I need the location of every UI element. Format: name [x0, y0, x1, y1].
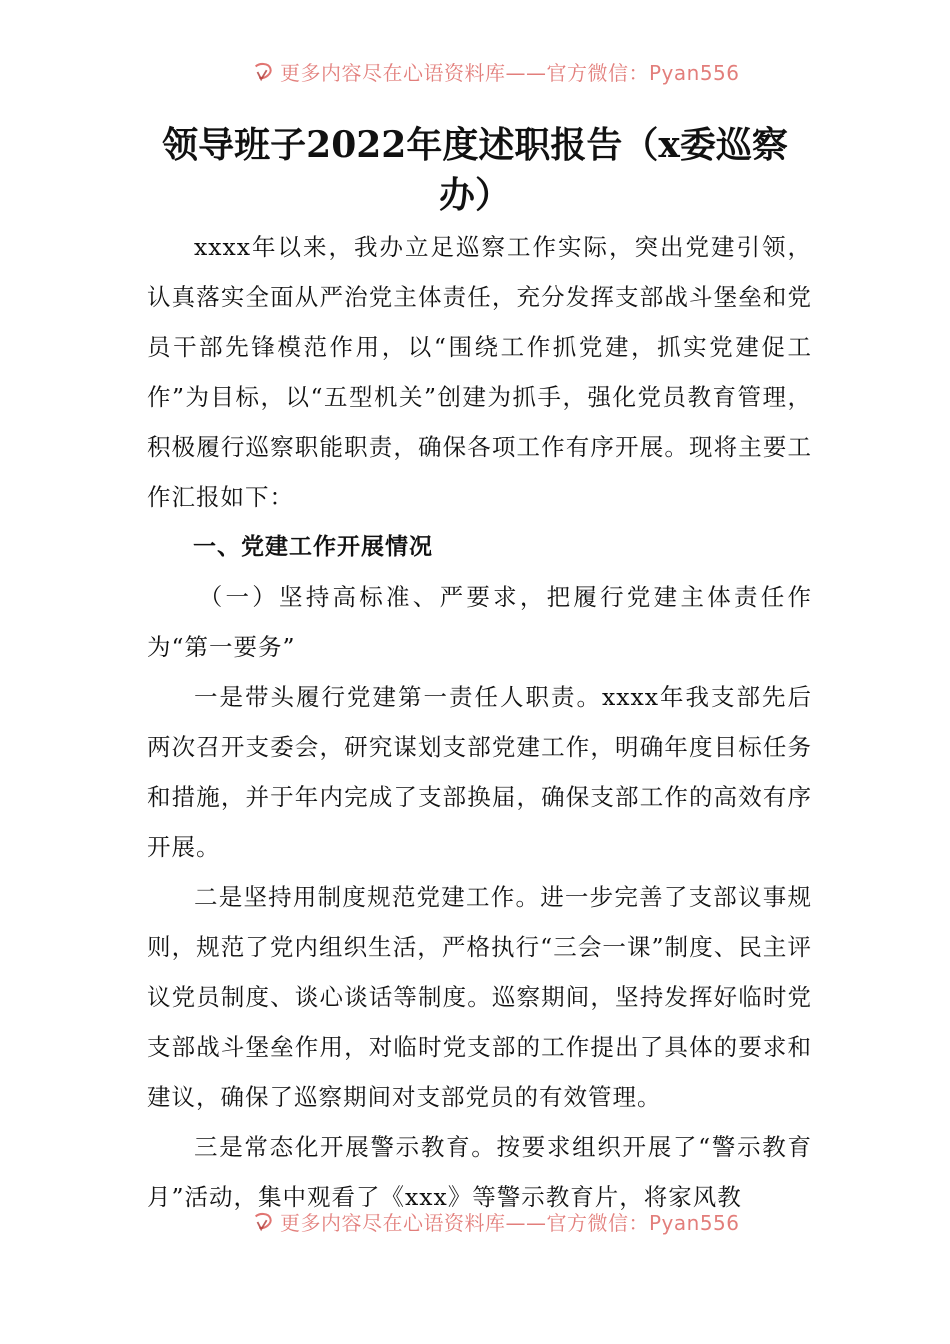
watermark-text: 更多内容尽在心语资料库——官方微信：Pyan556: [280, 61, 740, 85]
document-body: [147, 222, 812, 1222]
watermark-top: [0, 55, 950, 85]
intro-paragraph: xxxx年以来，我办立足巡察工作实际，突出党建引领，认真落实全面从严治党主体责任，充分发挥支部战斗堡垒和党员干部先锋模范作用，以“围绕工作抓党建，抓实党建促工作”为目标，以“五型机关”创建为抓手，强化党员教育管理，积极履行巡察职能职责，确保各项工作有序开展。现将主要工作汇报如下：: [147, 233, 812, 511]
watermark-bottom: [0, 1205, 950, 1235]
watermark-logo-icon: [252, 61, 274, 83]
subsection-heading: （一）坚持高标准、严要求，把履行党建主体责任作为“第一要务”: [147, 583, 812, 661]
watermark-text: 更多内容尽在心语资料库——官方微信：Pyan556: [280, 1211, 740, 1235]
body-paragraph-3: 三是常态化开展警示教育。按要求组织开展了“警示教育月”活动，集中观看了《xxx》等警示教育片，将家风教: [147, 1133, 812, 1211]
watermark-logo-icon: [252, 1211, 274, 1233]
section-heading: 一、党建工作开展情况: [193, 534, 433, 560]
document-title: 领导班子2022年度述职报告（x委巡察办）: [162, 124, 788, 216]
body-paragraph-1: 一是带头履行党建第一责任人职责。xxxx年我支部先后两次召开支委会，研究谋划支部党建工作，明确年度目标任务和措施，并于年内完成了支部换届，确保支部工作的高效有序开展。: [147, 683, 812, 861]
body-paragraph-2: 二是坚持用制度规范党建工作。进一步完善了支部议事规则，规范了党内组织生活，严格执行“三会一课”制度、民主评议党员制度、谈心谈话等制度。巡察期间，坚持发挥好临时党支部战斗堡垒作用，对临时党支部的工作提出了具体的要求和建议，确保了巡察期间对支部党员的有效管理。: [147, 883, 812, 1111]
